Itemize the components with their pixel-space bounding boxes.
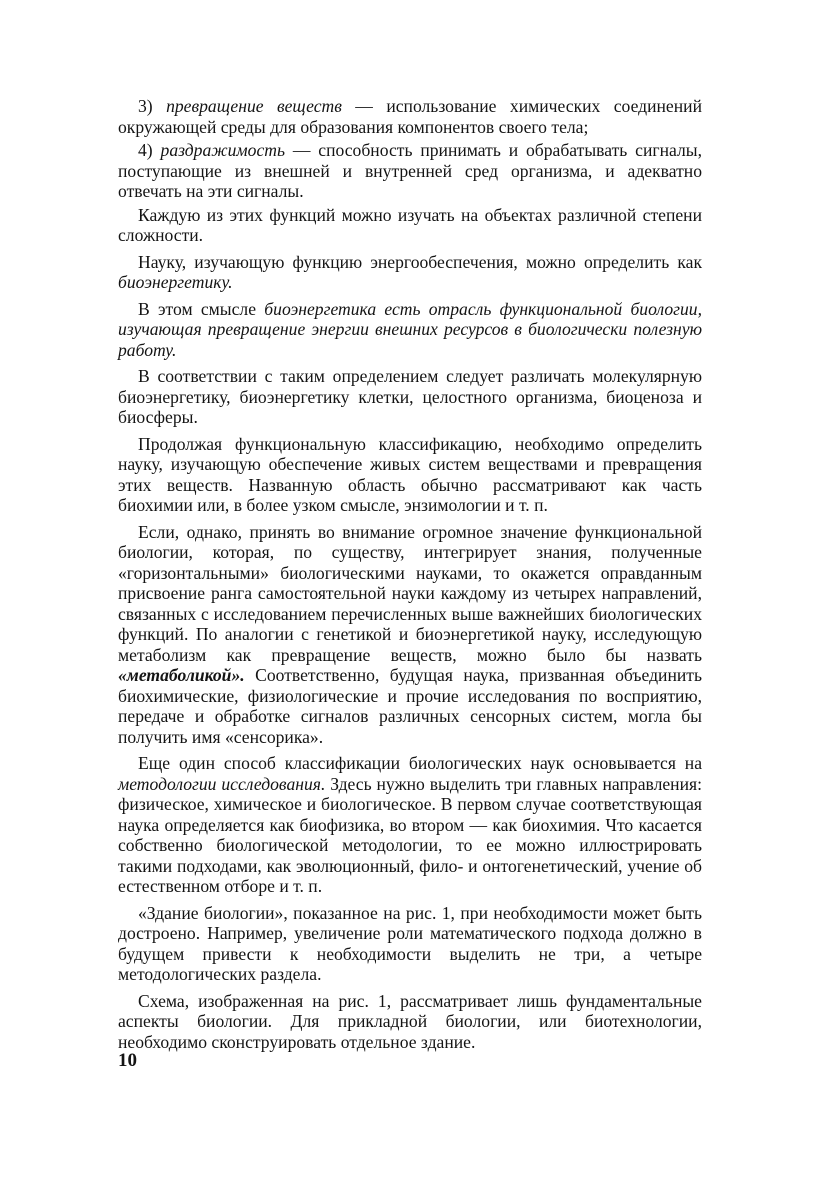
paragraph-methodology: Еще один способ классификации биологических наук основывается на методологии исследования. Здесь нужно выделить три главных направления: физическое, химическое и биологическое. В первом случае соответствующая наука определяется как биофизика, во втором — как биохимия. Что касается собственно биологической методологии, то ее можно иллюстрировать такими подходами, как эволюционный, фило- и онтогенетический, учение об естественном отборе и т. п.	[118, 753, 702, 896]
paragraph-irritability: 4) раздражимость — способность принимать и обрабатывать сигналы, поступающие из внешней и внутренней сред организма, и адекватно отвечать на эти сигналы.	[118, 140, 702, 201]
paragraph-bioenergetics-levels: В соответствии с таким определением следует различать молекулярную биоэнергетику, биоэнергетику клетки, целостного организма, биоценоза и биосферы.	[118, 366, 702, 427]
term-bioenergetics: биоэнергетику.	[118, 272, 233, 292]
term-irritability: раздражимость	[160, 140, 285, 160]
paragraph-bioenergetics-intro: Науку, изучающую функцию энергообеспечения, можно определить как биоэнергетику.	[118, 251, 702, 292]
term-methodology: методологии исследования.	[118, 773, 326, 794]
term-substance-transformation: превращение веществ	[166, 96, 342, 116]
paragraph-bioenergetics-definition: В этом смысле биоэнергетика есть отрасль функциональной биологии, изучающая превращение энергии внешних ресурсов в биологически полезную работу.	[118, 298, 702, 360]
term-bioenergetics-definition: биоэнергетика есть отрасль функциональной биологии, изучающая превращение энергии внешних ресурсов в биологически полезную работу.	[118, 298, 702, 360]
paragraph-complexity: Каждую из этих функций можно изучать на объектах различной степени сложности.	[118, 204, 702, 245]
paragraph-metabolika: Если, однако, принять во внимание огромное значение функциональной биологии, которая, по существу, интегрирует знания, полученные «горизонтальными» биологическими науками, то окажется оправданным присвоение ранга самостоятельной науки каждому из четырех направлений, связанных с исследованием перечисленных выше важнейших биологических функций. По аналогии с генетикой и биоэнергетикой науку, исследующую метаболизм как превращение веществ, можно было бы назвать «метаболикой». Соответственно, будущая наука, призванная объединить биохимические, физиологические и прочие исследования по восприятию, передаче и обработке сигналов различных сенсорных систем, могла бы получить имя «сенсорика».	[118, 521, 702, 747]
page-body	[118, 96, 702, 1058]
paragraph-building-of-biology: «Здание биологии», показанное на рис. 1, при необходимости может быть достроено. Например, увеличение роли математического подхода должно в будущем привести к необходимости выделить не три, а четыре методологических раздела.	[118, 902, 702, 984]
paragraph-functional-classification: Продолжая функциональную классификацию, необходимо определить науку, изучающую обеспечение живых систем веществами и превращения этих веществ. Названную область обычно рассматривают как часть биохимии или, в более узком смысле, энзимологии и т. п.	[118, 433, 702, 515]
paragraph-applied-biology: Схема, изображенная на рис. 1, рассматривает лишь фундаментальные аспекты биологии. Для прикладной биологии, или биотехнологии, необходимо сконструировать отдельное здание.	[118, 990, 702, 1052]
term-metabolika: «метаболикой».	[118, 665, 245, 685]
paragraph-substance-transformation: 3) превращение веществ — использование химических соединений окружающей среды для образования компонентов своего тела;	[118, 96, 702, 137]
page-number: 10	[118, 1050, 137, 1071]
